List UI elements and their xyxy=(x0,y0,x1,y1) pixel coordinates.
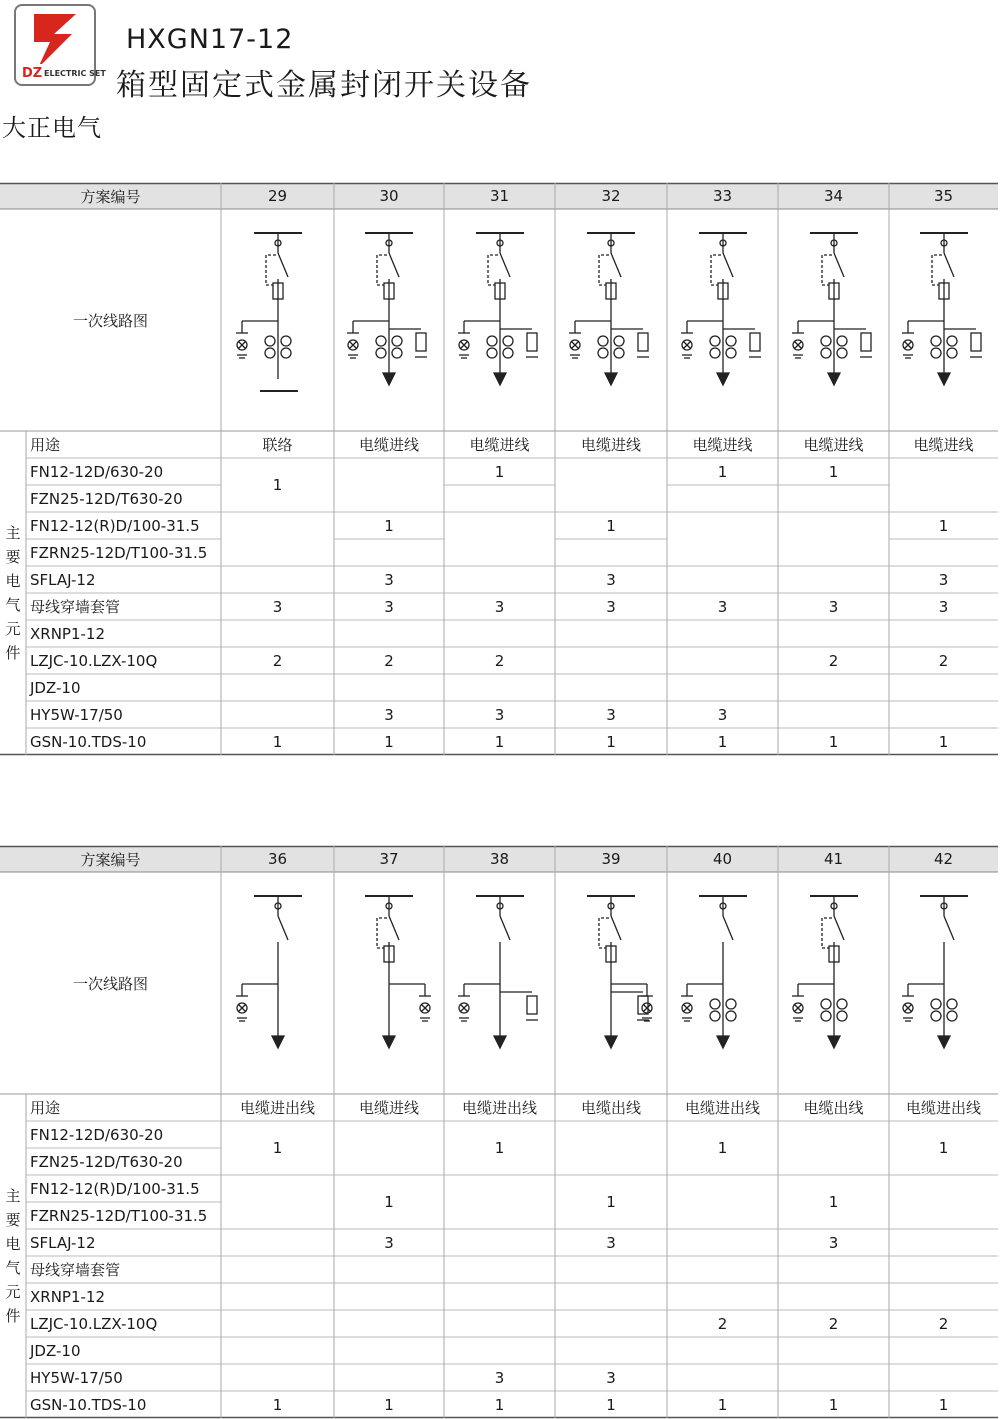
main-components-char: 电 xyxy=(5,572,21,590)
scheme-table-1 xyxy=(0,183,1000,755)
one-line-diagram xyxy=(218,884,338,1084)
component-qty: 1 xyxy=(717,1139,728,1157)
scheme-number: 41 xyxy=(823,850,844,868)
component-qty: 3 xyxy=(384,570,394,589)
component-qty: 2 xyxy=(938,1314,949,1333)
page-header xyxy=(0,0,1000,142)
component-name: HY5W-17/50 xyxy=(30,705,123,724)
usage-label: 用途 xyxy=(30,1099,61,1117)
one-line-diagram xyxy=(440,221,560,421)
one-line-diagram xyxy=(329,221,449,421)
component-qty: 3 xyxy=(606,570,616,589)
one-line-diagram xyxy=(663,884,783,1084)
one-line-diagram xyxy=(218,221,338,421)
component-qty: 2 xyxy=(494,651,505,670)
usage-value: 电缆进出线 xyxy=(684,1099,760,1117)
usage-value: 电缆进线 xyxy=(803,436,864,454)
component-qty: 2 xyxy=(828,1314,839,1333)
component-qty: 2 xyxy=(384,651,394,670)
component-name: FN12-12(R)D/100-31.5 xyxy=(30,516,200,535)
component-name: FN12-12D/630-20 xyxy=(30,1125,164,1144)
component-qty: 3 xyxy=(384,597,394,616)
component-name: FZRN25-12D/T100-31.5 xyxy=(30,1206,208,1225)
main-components-char: 要 xyxy=(5,548,21,566)
component-name: GSN-10.TDS-10 xyxy=(30,1395,147,1414)
usage-value: 电缆进出线 xyxy=(905,1099,981,1117)
component-name: XRNP1-12 xyxy=(30,624,106,643)
scheme-number: 30 xyxy=(379,187,399,205)
component-qty: 3 xyxy=(606,1368,616,1387)
component-name: FZRN25-12D/T100-31.5 xyxy=(30,543,208,562)
component-qty: 3 xyxy=(717,705,728,724)
one-line-diagram xyxy=(884,221,1004,421)
component-name: FZN25-12D/T630-20 xyxy=(30,489,183,508)
one-line-diagram xyxy=(329,884,449,1084)
component-qty: 1 xyxy=(384,1395,394,1414)
main-components-char: 件 xyxy=(5,1307,21,1325)
main-components-char: 元 xyxy=(5,620,21,638)
component-qty: 1 xyxy=(938,1139,949,1157)
component-name: LZJC-10.LZX-10Q xyxy=(30,651,158,670)
component-qty: 1 xyxy=(828,1395,839,1414)
component-name: FZN25-12D/T630-20 xyxy=(30,1152,183,1171)
brand-name: 大正电气 xyxy=(2,114,102,142)
usage-value: 电缆进线 xyxy=(358,436,419,454)
component-name: FN12-12D/630-20 xyxy=(30,462,164,481)
usage-value: 电缆出线 xyxy=(580,1099,641,1117)
component-qty: 3 xyxy=(717,597,728,616)
component-qty: 3 xyxy=(494,705,505,724)
component-qty: 1 xyxy=(494,1139,505,1157)
component-name: FN12-12(R)D/100-31.5 xyxy=(30,1179,200,1198)
component-qty: 1 xyxy=(938,1395,949,1414)
component-qty: 3 xyxy=(384,705,394,724)
svg-text:ELECTRIC SET: ELECTRIC SET xyxy=(44,69,106,78)
main-components-label xyxy=(0,1094,26,1418)
one-line-diagram xyxy=(774,221,894,421)
component-qty: 3 xyxy=(384,1233,394,1252)
component-qty: 1 xyxy=(272,732,283,751)
company-logo xyxy=(14,4,106,86)
component-qty: 1 xyxy=(606,1193,616,1211)
scheme-number: 36 xyxy=(267,850,288,868)
component-qty: 1 xyxy=(272,476,283,494)
component-qty: 1 xyxy=(606,1395,616,1414)
diagram-label: 一次线路图 xyxy=(72,974,148,993)
component-qty: 3 xyxy=(272,597,283,616)
component-qty: 3 xyxy=(606,705,616,724)
usage-value: 电缆进出线 xyxy=(461,1099,537,1117)
component-qty: 3 xyxy=(494,597,505,616)
main-components-char: 气 xyxy=(5,1259,21,1277)
scheme-number: 34 xyxy=(823,187,844,205)
component-qty: 1 xyxy=(828,732,839,751)
lightning-logo-icon xyxy=(16,6,106,84)
component-name: XRNP1-12 xyxy=(30,1287,106,1306)
component-qty: 1 xyxy=(828,462,839,481)
scheme-number: 33 xyxy=(712,187,733,205)
one-line-diagram xyxy=(551,884,671,1084)
component-name: LZJC-10.LZX-10Q xyxy=(30,1314,158,1333)
component-qty: 3 xyxy=(606,1233,616,1252)
main-components-label xyxy=(0,431,26,755)
component-qty: 1 xyxy=(938,732,949,751)
usage-value: 电缆进出线 xyxy=(239,1099,315,1117)
usage-label: 用途 xyxy=(30,436,61,454)
component-qty: 3 xyxy=(494,1368,505,1387)
component-qty: 2 xyxy=(938,651,949,670)
component-qty: 1 xyxy=(272,1395,283,1414)
scheme-number: 39 xyxy=(601,850,621,868)
component-qty: 3 xyxy=(938,570,949,589)
component-qty: 1 xyxy=(384,1193,394,1211)
main-components-char: 电 xyxy=(5,1235,21,1253)
component-qty: 2 xyxy=(717,1314,728,1333)
component-name: 母线穿墙套管 xyxy=(30,1261,121,1279)
usage-value: 电缆进线 xyxy=(580,436,641,454)
component-qty: 1 xyxy=(272,1139,283,1157)
scheme-table-2 xyxy=(0,846,1000,1418)
scheme-number: 31 xyxy=(489,187,510,205)
main-components-char: 元 xyxy=(5,1283,21,1301)
usage-value: 电缆出线 xyxy=(803,1099,864,1117)
one-line-diagram xyxy=(551,221,671,421)
scheme-number: 29 xyxy=(267,187,288,205)
component-qty: 2 xyxy=(828,651,839,670)
component-qty: 1 xyxy=(717,462,728,481)
diagram-label: 一次线路图 xyxy=(72,311,148,330)
component-name: SFLAJ-12 xyxy=(30,1233,96,1252)
main-components-char: 主 xyxy=(5,524,21,542)
component-qty: 3 xyxy=(938,597,949,616)
scheme-number: 35 xyxy=(933,187,954,205)
component-qty: 2 xyxy=(272,651,283,670)
svg-text:DZ: DZ xyxy=(22,66,43,81)
one-line-diagram xyxy=(663,221,783,421)
scheme-number: 37 xyxy=(379,850,399,868)
usage-value: 电缆进线 xyxy=(913,436,974,454)
component-qty: 1 xyxy=(938,516,949,535)
one-line-diagram xyxy=(884,884,1004,1084)
component-qty: 3 xyxy=(606,597,616,616)
component-name: JDZ-10 xyxy=(30,1341,81,1360)
one-line-diagram xyxy=(774,884,894,1084)
main-components-char: 要 xyxy=(5,1211,21,1229)
scheme-no-label: 方案编号 xyxy=(80,850,141,869)
scheme-number: 38 xyxy=(489,850,510,868)
component-name: GSN-10.TDS-10 xyxy=(30,732,147,751)
component-name: SFLAJ-12 xyxy=(30,570,96,589)
usage-value: 电缆进线 xyxy=(469,436,530,454)
component-qty: 3 xyxy=(828,597,839,616)
scheme-number: 40 xyxy=(712,850,733,868)
component-qty: 1 xyxy=(717,1395,728,1414)
main-components-char: 气 xyxy=(5,596,21,614)
one-line-diagram xyxy=(440,884,560,1084)
component-qty: 1 xyxy=(606,732,616,751)
component-qty: 3 xyxy=(828,1233,839,1252)
component-qty: 1 xyxy=(384,516,394,535)
component-qty: 1 xyxy=(494,1395,505,1414)
component-qty: 1 xyxy=(717,732,728,751)
scheme-number: 42 xyxy=(933,850,954,868)
component-qty: 1 xyxy=(494,462,505,481)
product-model: HXGN17-12 xyxy=(126,24,294,55)
usage-value: 电缆进线 xyxy=(358,1099,419,1117)
component-qty: 1 xyxy=(828,1193,839,1211)
main-components-char: 主 xyxy=(5,1187,21,1205)
usage-value: 联络 xyxy=(262,436,293,454)
main-components-char: 件 xyxy=(5,644,21,662)
component-qty: 1 xyxy=(606,516,616,535)
product-title: 箱型固定式金属封闭开关设备 xyxy=(116,68,532,103)
component-name: JDZ-10 xyxy=(30,678,81,697)
component-name: HY5W-17/50 xyxy=(30,1368,123,1387)
component-name: 母线穿墙套管 xyxy=(30,598,121,616)
component-qty: 1 xyxy=(384,732,394,751)
component-qty: 1 xyxy=(494,732,505,751)
usage-value: 电缆进线 xyxy=(692,436,753,454)
scheme-no-label: 方案编号 xyxy=(80,187,141,206)
scheme-number: 32 xyxy=(601,187,621,205)
